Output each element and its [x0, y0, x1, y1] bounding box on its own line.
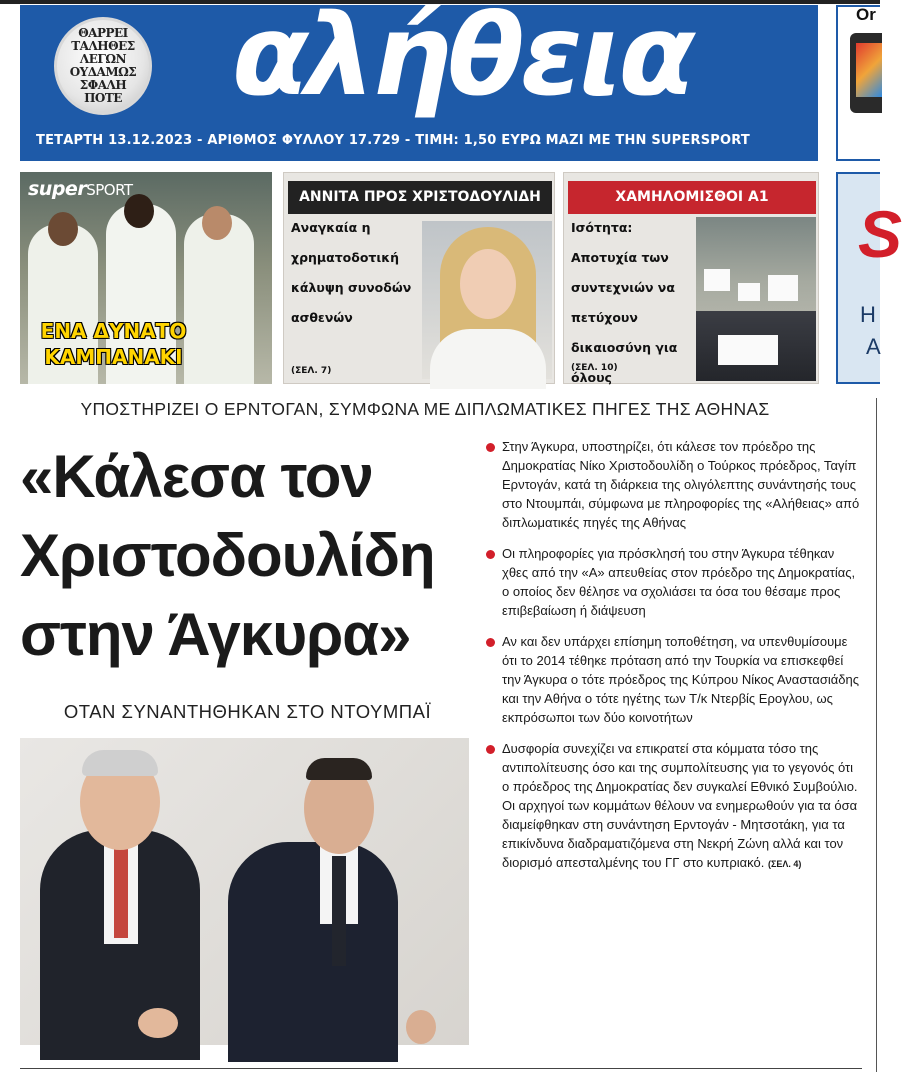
main-headline[interactable]: [20, 437, 480, 674]
edge-promo-text: Or: [856, 5, 876, 24]
protest-photo: [696, 217, 816, 381]
page-ref: (ΣΕΛ. 4): [768, 859, 802, 869]
subheadline: ΟΤΑΝ ΣΥΝΑΝΤΗΘΗΚΑΝ ΣΤΟ ΝΤΟΥΜΠΑΪ: [63, 701, 432, 722]
bullet-item: Αν και δεν υπάρχει επίσημη τοποθέτηση, να υπενθυμίσουμε ότι το 2014 τέθηκε πρόταση από την Τουρκία να επισκεφθεί την Άγκυρα ο τότε πρόεδρος της Κύπρου Νίκος Αναστασιάδης και την Αθήνα ο τότε ηγέτης των Τ/κ Ντερβίς Ερογλου, ως εκπρόσωποι των δύο κοινοτήτων: [484, 632, 862, 727]
kicker: ΥΠΟΣΤΗΡΙΖΕΙ Ο ΕΡΝΤΟΓΑΝ, ΣΥΜΦΩΝΑ ΜΕ ΔΙΠΛΩΜΑΤΙΚΕΣ ΠΗΓΕΣ ΤΗΣ ΑΘΗΝΑΣ: [80, 399, 770, 419]
teaser-low-paid[interactable]: [563, 172, 819, 384]
teaser-body: Ισότητα: Αποτυχία των συντεχνιών να πετύχουν δικαιοσύνη για όλους: [571, 220, 678, 385]
edge-promo-top[interactable]: [836, 5, 880, 161]
teaser-header: ΧΑΜΗΛΟΜΙΣΘΟΙ Α1: [568, 181, 816, 214]
player-head: [48, 212, 78, 246]
headline-line: «Κάλεσα τον: [20, 443, 373, 510]
hair: [82, 750, 158, 776]
headline-line: στην Άγκυρα»: [20, 601, 411, 668]
bottom-rule: [20, 1068, 862, 1069]
seal-emblem: [54, 17, 152, 115]
story-bullets: [484, 437, 862, 886]
teaser-christodoulidi[interactable]: [283, 172, 555, 384]
teaser-header: ΑΝΝΙΤΑ ΠΡΟΣ ΧΡΙΣΤΟΔΟΥΛΙΔΗ: [288, 181, 552, 214]
tie: [114, 848, 128, 938]
masthead: [20, 0, 818, 161]
main-photo: [20, 738, 469, 1045]
edge-line-1: H: [860, 302, 876, 327]
column-rule: [876, 398, 877, 1072]
teaser-page-ref: (ΣΕΛ. 7): [291, 366, 332, 376]
teaser-sport[interactable]: [20, 172, 272, 384]
dateline: ΤΕΤΑΡΤΗ 13.12.2023 - ΑΡΙΘΜΟΣ ΦΥΛΛΟΥ 17.729 - ΤΙΜΗ: 1,50 ΕΥΡΩ ΜΑΖΙ ΜΕ ΤΗΝ SUPERSPORT: [36, 133, 750, 148]
newspaper-logo[interactable]: αλήθεια: [232, 0, 692, 121]
person-figure: [228, 842, 398, 1062]
sport-caption: ΕΝΑ ΔΥΝΑΤΟ ΚΑΜΠΑΝΑΚΙ: [40, 319, 187, 369]
hand: [138, 1008, 178, 1038]
hand: [406, 1010, 436, 1044]
portrait-photo: [422, 221, 552, 379]
edge-promo-side[interactable]: [836, 172, 902, 384]
bullet-item: Οι πληροφορίες για πρόσκλησή του στην Άγκυρα τέθηκαν χθες από την «Α» απευθείας στον πρόεδρο της Δημοκρατίας, ο οποίος δεν θέλησε να σχολιάσει τα όσα του θέσαμε προς επιβεβαίωση ή διάψευση: [484, 544, 862, 620]
bullet-item: Στην Άγκυρα, υποστηρίζει, ότι κάλεσε τον πρόεδρο της Δημοκρατίας Νίκο Χριστοδουλίδη ο Τούρκος πρόεδρος, Ταγίπ Ερντογάν, κατά τη διάρκεια της ολιγόλεπτης συνάντησής τους στο Ντουμπάι, σύμφωνα με πληροφορίες της «Αλήθειας» από διπλωματικές πηγές της Αθήνας: [484, 437, 862, 532]
bullet-item: Δυσφορία συνεχίζει να επικρατεί στα κόμματα τόσο της αντιπολίτευσης όσο και της συμπολίτευσης για το γεγονός ότι ο πρόεδρος της Δημοκρατίας δεν συγκαλεί Εθνικό Συμβούλιο. Οι αρχηγοί των κομμάτων θέλουν να ενημερωθούν για τα όσα διαμείφθηκαν στη συνάντηση Ερντογάν - Μητσοτάκη, για τα επικίνδυνα διαδραματιζόμενα στη Νεκρή Ζώνη αλλά και τον διορισμό απεσταλμένης του ΓΓ στο κυπριακό. (ΣΕΛ. 4): [484, 739, 862, 874]
edge-line-2: A: [866, 334, 881, 359]
teaser-body: Αναγκαία η χρηματοδοτική κάλυψη συνοδών ασθενών: [291, 220, 412, 325]
headline-line: Χριστοδουλίδη: [20, 522, 435, 589]
hair: [306, 758, 372, 780]
tablet-icon: [850, 33, 882, 113]
supersport-brand: superSPORT: [28, 178, 133, 200]
teaser-page-ref: (ΣΕΛ. 10): [571, 363, 618, 373]
edge-letter: S: [858, 197, 902, 271]
player-head: [202, 206, 232, 240]
seal-text: ΘΑΡΡΕΙ ΤΑΛΗΘΕΣ ΛΕΓΩΝ ΟΥΔΑΜΩΣ ΣΦΑΛΗ ΠΟΤΕ: [69, 26, 137, 105]
tie: [332, 856, 346, 966]
